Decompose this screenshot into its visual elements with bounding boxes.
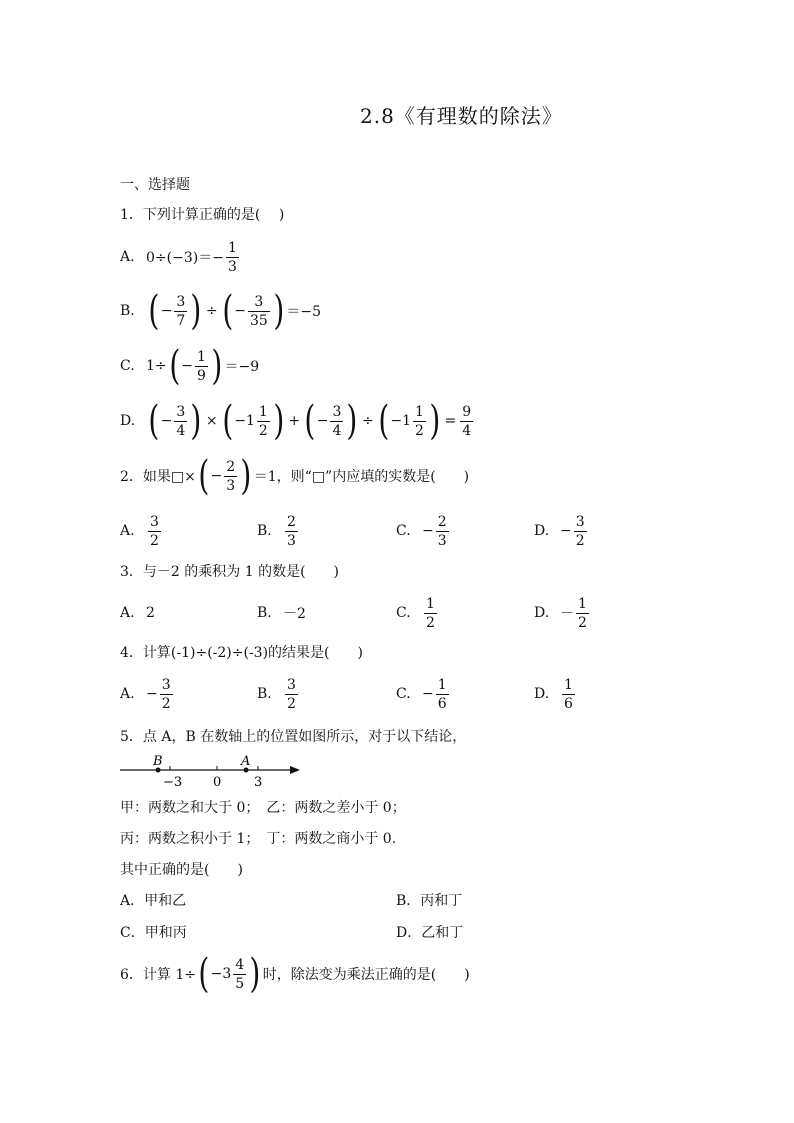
q5-option-b[interactable]: B．丙和丁 [396,893,463,909]
option-label: D. [534,686,550,702]
question-1-stem: 1．下列计算正确的是( ) [120,207,285,223]
option-label: B. [257,605,272,621]
q5-option-d[interactable]: D．乙和丁 [396,925,464,941]
q2-option-a[interactable]: A. $\frac{3}{2}$ [120,513,159,549]
q4-option-c[interactable]: C. − $\frac{1}{6}$ [396,676,447,712]
tick-label-neg3: −3 [163,775,183,790]
q3-option-d[interactable]: D. － $\frac{1}{2}$ [534,595,587,631]
axis-arrow [290,766,300,774]
q1-option-c[interactable] [120,341,259,391]
option-label: D. [534,605,550,621]
option-label: A. [120,249,135,265]
q5-option-c[interactable]: C．甲和丙 [120,925,187,941]
option-label: C. [396,686,411,702]
paren-group: ( − $\frac{1}{9}$ ) [168,343,223,389]
q3-option-a[interactable]: A. 2 [120,605,155,621]
q4-option-b[interactable]: B. $\frac{3}{2}$ [257,676,296,712]
option-label: A. [120,605,135,621]
question-6-stem: 6．计算 1÷ ( −3 $\frac{4}{5}$ ) 时，除法变为乘法正确的是( ) [120,951,470,997]
q2-option-b[interactable]: B. $\frac{2}{3}$ [257,513,296,549]
question-5-stem: 5．点 A，B 在数轴上的位置如图所示，对于以下结论， [120,729,467,745]
section-heading: 一、选择题 [120,177,190,193]
paren-group: ( − $\frac{3}{7}$ ) [148,288,202,334]
q2-option-d[interactable]: D. − $\frac{3}{2}$ [534,513,585,549]
fraction: $\frac{1}{3}$ [227,239,237,275]
paren-group: ( − $\frac{3}{4}$ ) [304,398,358,444]
question-2-stem: 2．如果□× ( − $\frac{2}{3}$ ) ＝1，则“□”内应填的实数是( ) [120,453,470,499]
tick-label-3: 3 [254,775,263,790]
q3-option-c[interactable]: C. $\frac{1}{2}$ [396,595,435,631]
q2-option-c[interactable]: C. − $\frac{2}{3}$ [396,513,447,549]
option-expression: 1÷ [146,358,167,374]
statement-line-2: 丙：两数之积小于 1； 丁：两数之商小于 0. [120,831,397,847]
option-label: B. [257,523,272,539]
option-label: C. [120,358,135,374]
paren-group: ( − $\frac{3}{4}$ ) [148,398,202,444]
question-5-prompt: 其中正确的是( ) [120,862,243,878]
q3-option-b[interactable]: B. －2 [257,605,306,622]
point-b-label: B [153,754,163,769]
q1-option-a[interactable] [120,232,241,282]
tick-label-0: 0 [213,775,222,790]
option-label: C. [396,605,411,621]
page-title: 2.8《有理数的除法》 [360,104,563,128]
question-4-stem: 4．计算(-1)÷(-2)÷(-3)的结果是( ) [120,645,363,661]
option-result: ＝−9 [224,359,260,375]
option-label: B. [120,303,135,319]
number-line [118,750,308,790]
option-label: A. [120,523,135,539]
statement-line-1: 甲：两数之和大于 0； 乙：两数之差小于 0； [120,800,406,816]
option-label: C. [396,523,411,539]
question-3-stem: 3．与－2 的乘积为 1 的数是( ) [120,564,339,580]
option-label: B. [257,686,272,702]
paren-group: ( − $\frac{3}{35}$ ) [221,288,285,334]
paren-group: ( −1 $\frac{1}{2}$ ) [221,398,285,444]
option-label: D. [120,413,136,429]
option-label: D. [534,523,550,539]
option-label: A. [120,686,135,702]
q1-option-b[interactable]: B. ( − $\frac{3}{7}$ ) ÷ ( − $\frac{3}{35}$ ) ＝−5 [120,288,322,334]
q4-option-d[interactable]: D. $\frac{1}{6}$ [534,676,573,712]
q1-option-d[interactable]: D. ( − $\frac{3}{4}$ ) × ( −1 $\frac{1}{2}$ ) + ( − $\frac{3}{4}$ ) ÷ ( −1 $\frac{1}{2}$ ) = $\frac{9}{4}$ [120,398,472,444]
paren-group: ( −1 $\frac{1}{2}$ ) [378,398,441,444]
q5-option-a[interactable]: A．甲和乙 [120,893,187,909]
option-result: ＝−5 [286,304,322,320]
option-expression: 0÷(−3)＝− [146,250,224,266]
q4-option-a[interactable]: A. − $\frac{3}{2}$ [120,676,171,712]
fraction: $\frac{9}{4}$ [462,403,472,439]
point-a-label: A [241,754,251,769]
